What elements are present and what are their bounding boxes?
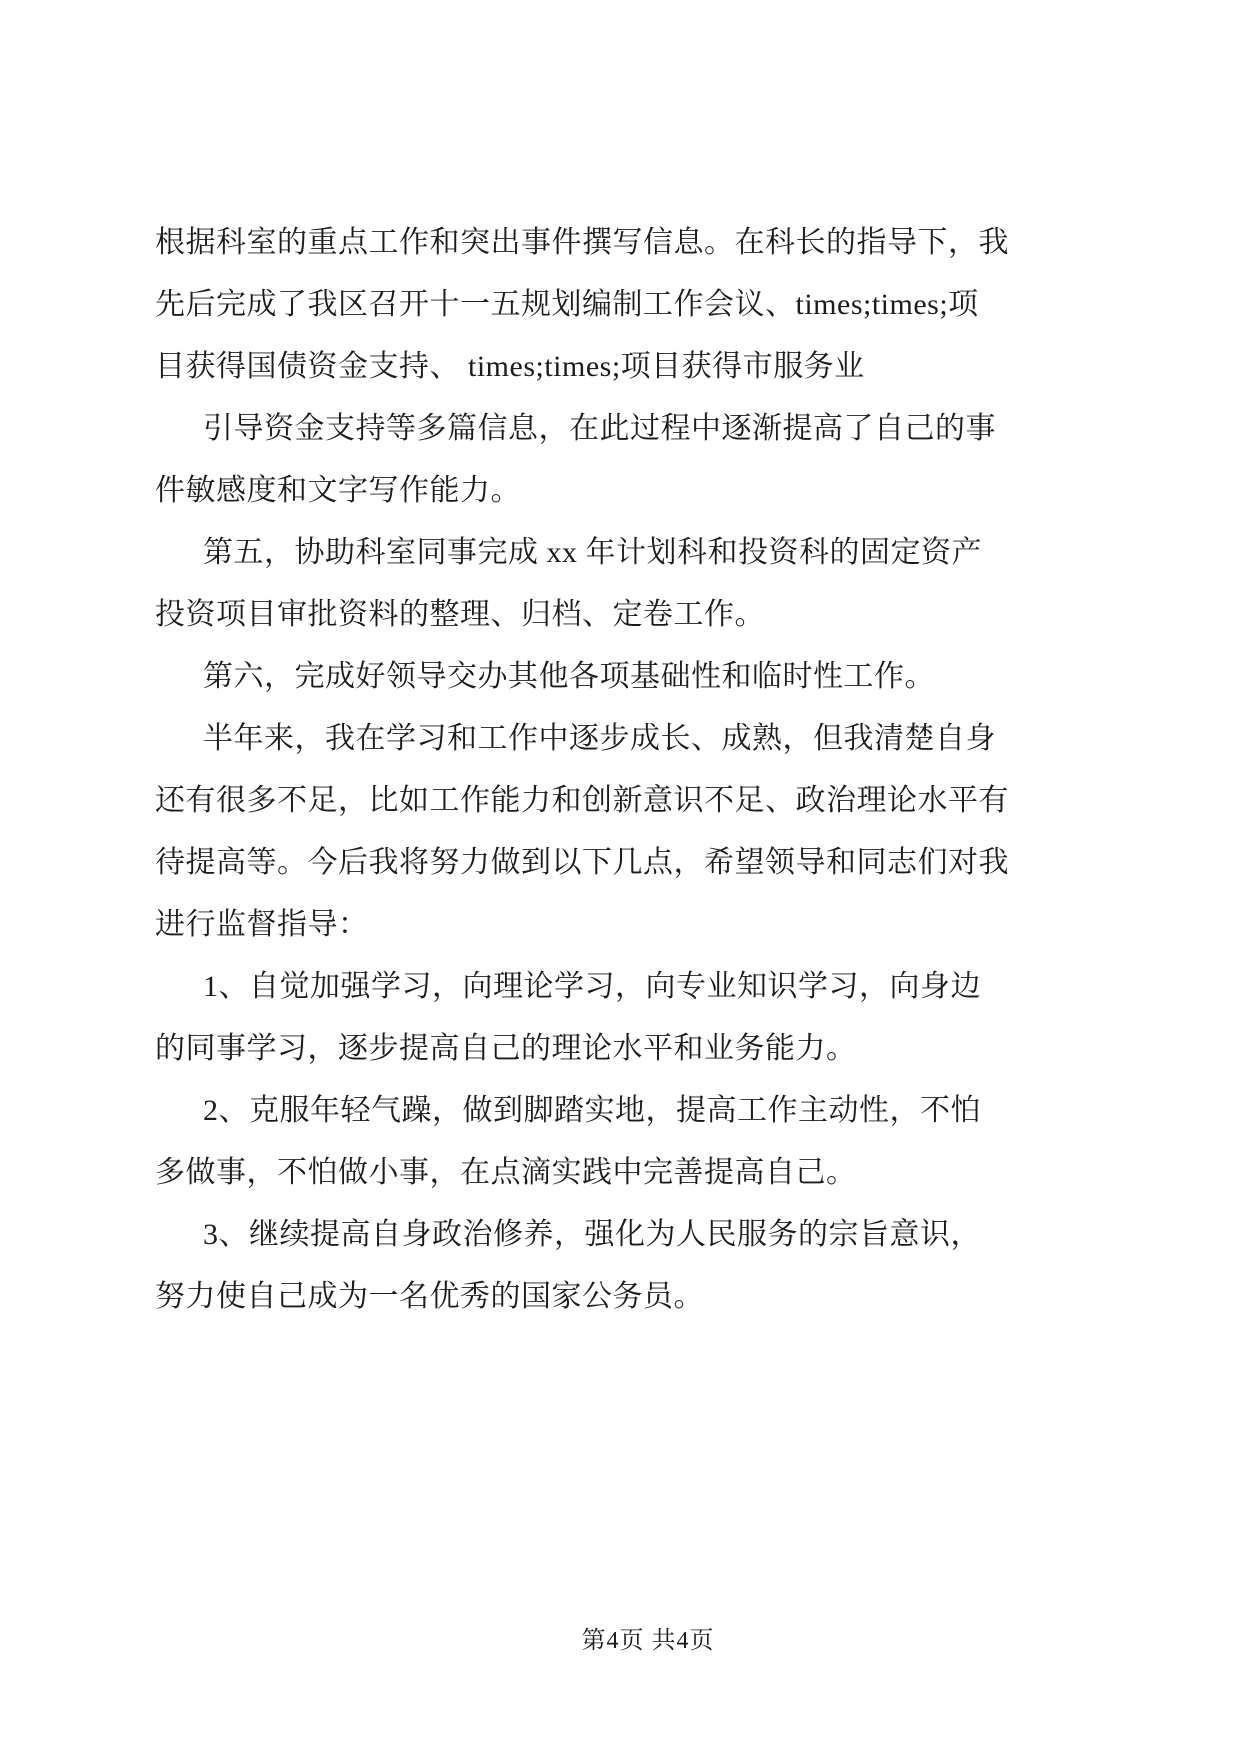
text-line: 的同事学习，逐步提高自己的理论水平和业务能力。 — [155, 1032, 857, 1065]
page-number-footer: 第4页 共4页 — [581, 1628, 715, 1654]
text-line: 努力使自己成为一名优秀的国家公务员。 — [155, 1280, 704, 1313]
text-line: 根据科室的重点工作和突出事件撰写信息。在科长的指导下，我 — [155, 226, 1009, 259]
text-line: 还有很多不足，比如工作能力和创新意识不足、政治理论水平有 — [155, 784, 1009, 817]
text-line: 目获得国债资金支持、 times;times;项目获得市服务业 — [155, 350, 865, 383]
text-line: 投资项目审批资料的整理、归档、定卷工作。 — [155, 598, 765, 631]
text-line: 先后完成了我区召开十一五规划编制工作会议、times;times;项 — [155, 288, 979, 321]
text-line: 1、自觉加强学习，向理论学习，向专业知识学习，向身边 — [203, 970, 981, 1003]
text-line: 2、克服年轻气躁，做到脚踏实地，提高工作主动性，不怕 — [203, 1094, 981, 1127]
text-line: 第五，协助科室同事完成 xx 年计划科和投资科的固定资产 — [203, 536, 982, 569]
text-line: 件敏感度和文字写作能力。 — [155, 474, 521, 507]
text-line: 进行监督指导： — [155, 908, 369, 941]
text-line: 半年来，我在学习和工作中逐步成长、成熟，但我清楚自身 — [203, 722, 996, 755]
text-line: 待提高等。今后我将努力做到以下几点，希望领导和同志们对我 — [155, 846, 1009, 879]
document-body-text — [155, 212, 1095, 1328]
text-line: 3、继续提高自身政治修养，强化为人民服务的宗旨意识， — [203, 1218, 981, 1251]
text-line: 引导资金支持等多篇信息，在此过程中逐渐提高了自己的事 — [203, 412, 996, 445]
text-line: 第六，完成好领导交办其他各项基础性和临时性工作。 — [203, 660, 935, 693]
text-line: 多做事，不怕做小事，在点滴实践中完善提高自己。 — [155, 1156, 857, 1189]
